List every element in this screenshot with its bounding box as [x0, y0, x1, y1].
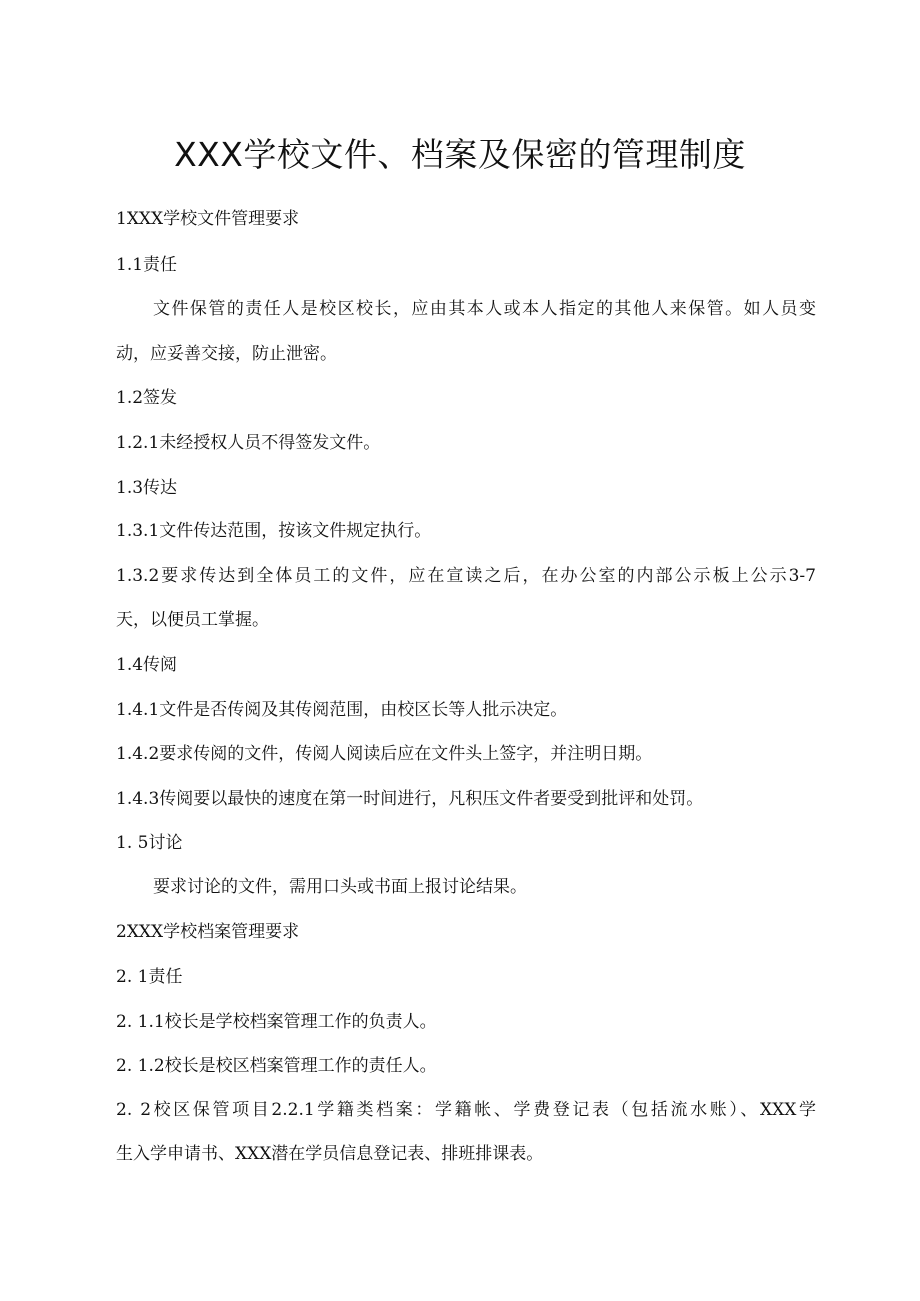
paragraph-line: 要求讨论的文件，需用口头或书面上报讨论结果。	[153, 877, 527, 897]
clause-2-1-1: 2. 1.1校长是学校档案管理工作的负责人。	[116, 1012, 437, 1032]
clause-1-4-1: 1.4.1文件是否传阅及其传阅范围，由校区长等人批示决定。	[116, 700, 568, 720]
subsection-heading-1-2: 1.2签发	[116, 388, 178, 408]
paragraph-line: 天，以便员工掌握。	[116, 610, 269, 630]
section-heading-1: 1XXX学校文件管理要求	[116, 209, 300, 229]
clause-1-4-2: 1.4.2要求传阅的文件，传阅人阅读后应在文件头上签字，并注明日期。	[116, 744, 653, 764]
subsection-heading-2-1: 2. 1责任	[116, 967, 183, 987]
subsection-heading-1-4: 1.4传阅	[116, 655, 178, 675]
paragraph-line: 文件保管的责任人是校区校长，应由其本人或本人指定的其他人来保管。如人员变	[153, 299, 816, 319]
clause-1-4-3: 1.4.3传阅要以最快的速度在第一时间进行，凡积压文件者要受到批评和处罚。	[116, 789, 704, 809]
paragraph-line: 生入学申请书、XXX潜在学员信息登记表、排班排课表。	[116, 1144, 544, 1164]
paragraph-line: 动，应妥善交接，防止泄密。	[116, 344, 337, 364]
clause-1-2-1: 1.2.1未经授权人员不得签发文件。	[116, 433, 381, 453]
clause-1-3-1: 1.3.1文件传达范围，按该文件规定执行。	[116, 521, 432, 541]
clause-2-2: 2. 2校区保管项目2.2.1学籍类档案：学籍帐、学费登记表（包括流水账）、XXX学	[116, 1100, 816, 1120]
clause-2-1-2: 2. 1.2校长是校区档案管理工作的责任人。	[116, 1056, 437, 1076]
subsection-heading-1-3: 1.3传达	[116, 478, 178, 498]
document-title: XXX学校文件、档案及保密的管理制度	[174, 135, 746, 174]
clause-1-3-2: 1.3.2要求传达到全体员工的文件，应在宣读之后，在办公室的内部公示板上公示3-7	[116, 566, 816, 586]
subsection-heading-1-1: 1.1责任	[116, 255, 178, 275]
subsection-heading-1-5: 1. 5讨论	[116, 833, 183, 853]
section-heading-2: 2XXX学校档案管理要求	[116, 922, 300, 942]
